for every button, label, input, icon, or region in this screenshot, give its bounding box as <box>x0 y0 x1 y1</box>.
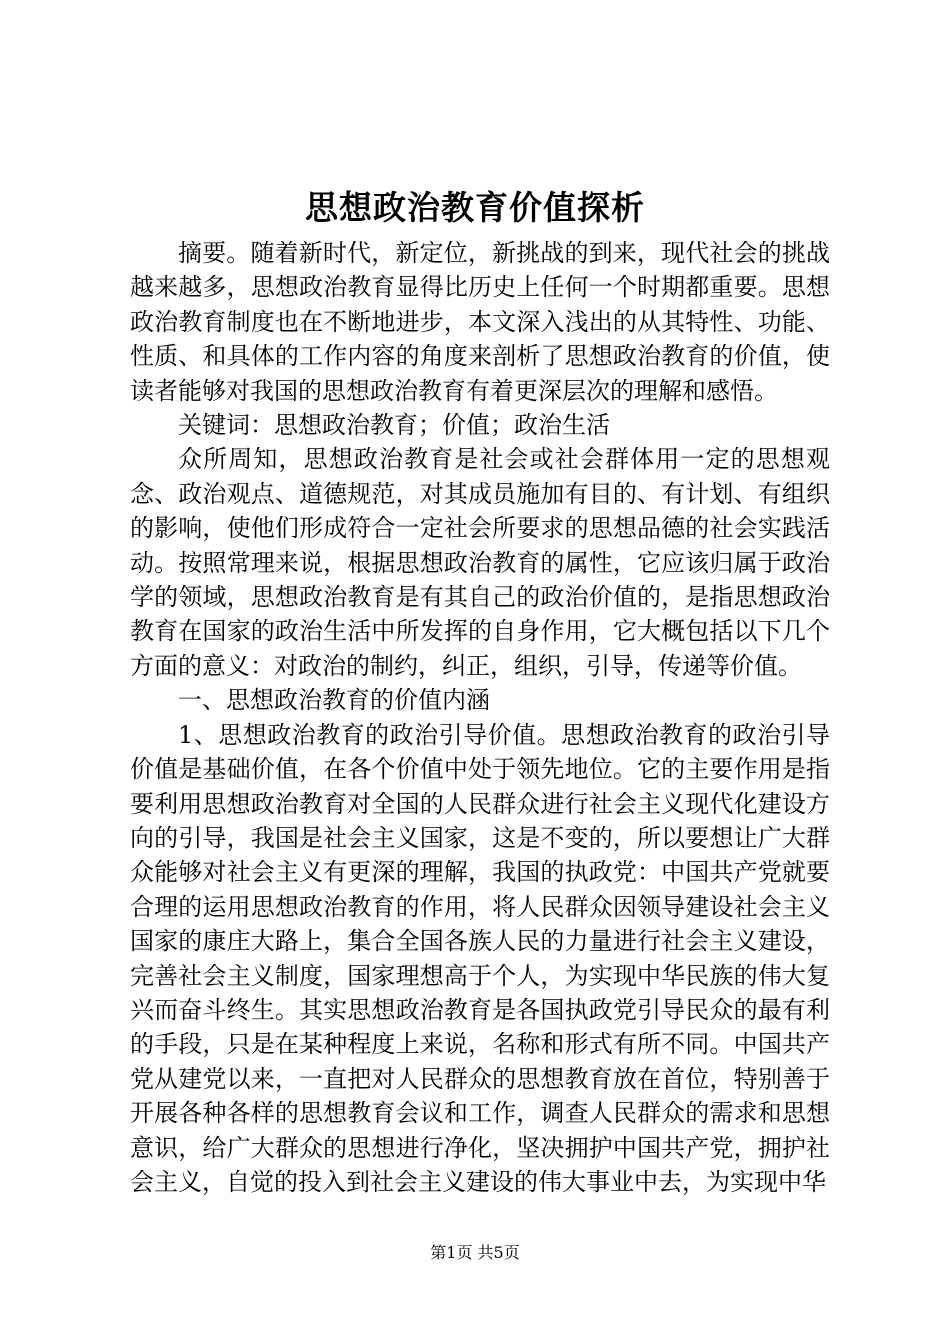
abstract-paragraph: 摘要。随着新时代，新定位，新挑战的到来，现代社会的挑战越来越多，思想政治教育显得比历史上任何一个时期都重要。思想政治教育制度也在不断地进步，本文深入浅出的从其特性、功能、性质、和具体的工作内容的角度来剖析了思想政治教育的价值，使读者能够对我国的思想政治教育有着更深层次的理解和感悟。 <box>130 239 830 405</box>
document-body <box>130 236 830 1199</box>
intro-paragraph: 众所周知，思想政治教育是社会或社会群体用一定的思想观念、政治观点、道德规范，对其成员施加有目的、有计划、有组织的影响，使他们形成符合一定社会所要求的思想品德的社会实践活动。按照常理来说，根据思想政治教育的属性，它应该归属于政治学的领域，思想政治教育是有其自己的政治价值的，是指思想政治教育在国家的政治生活中所发挥的自身作用，它大概包括以下几个方面的意义：对政治的制约，纠正，组织，引导，传递等价值。 <box>130 445 830 680</box>
section-heading: 一、思想政治教育的价值内涵 <box>178 686 490 715</box>
keywords-paragraph: 关键词：思想政治教育；价值；政治生活 <box>178 411 610 440</box>
section-paragraph: 1、思想政治教育的政治引导价值。思想政治教育的政治引导价值是基础价值，在各个价值中处于领先地位。它的主要作用是指要利用思想政治教育对全国的人民群众进行社会主义现代化建设方向的引导，我国是社会主义国家，这是不变的，所以要想让广大群众能够对社会主义有更深的理解，我国的执政党：中国共产党就要合理的运用思想政治教育的作用，将人民群众因领导建设社会主义国家的康庄大路上，集合全国各族人民的力量进行社会主义建设，完善社会主义制度，国家理想高于个人，为实现中华民族的伟大复兴而奋斗终生。其实思想政治教育是各国执政党引导民众的最有利的手段，只是在某种程度上来说，名称和形式有所不同。中国共产党从建党以来，一直把对人民群众的思想教育放在首位，特别善于开展各种各样的思想教育会议和工作，调查人民群众的需求和思想意识，给广大群众的思想进行净化，坚决拥护中国共产党，拥护社会主义，自觉的投入到社会主义建设的伟大事业中去，为实现中华 <box>130 720 830 1196</box>
page-number-footer: 第1页 共5页 <box>430 1243 520 1262</box>
document-title: 思想政治教育价值探析 <box>305 188 645 227</box>
